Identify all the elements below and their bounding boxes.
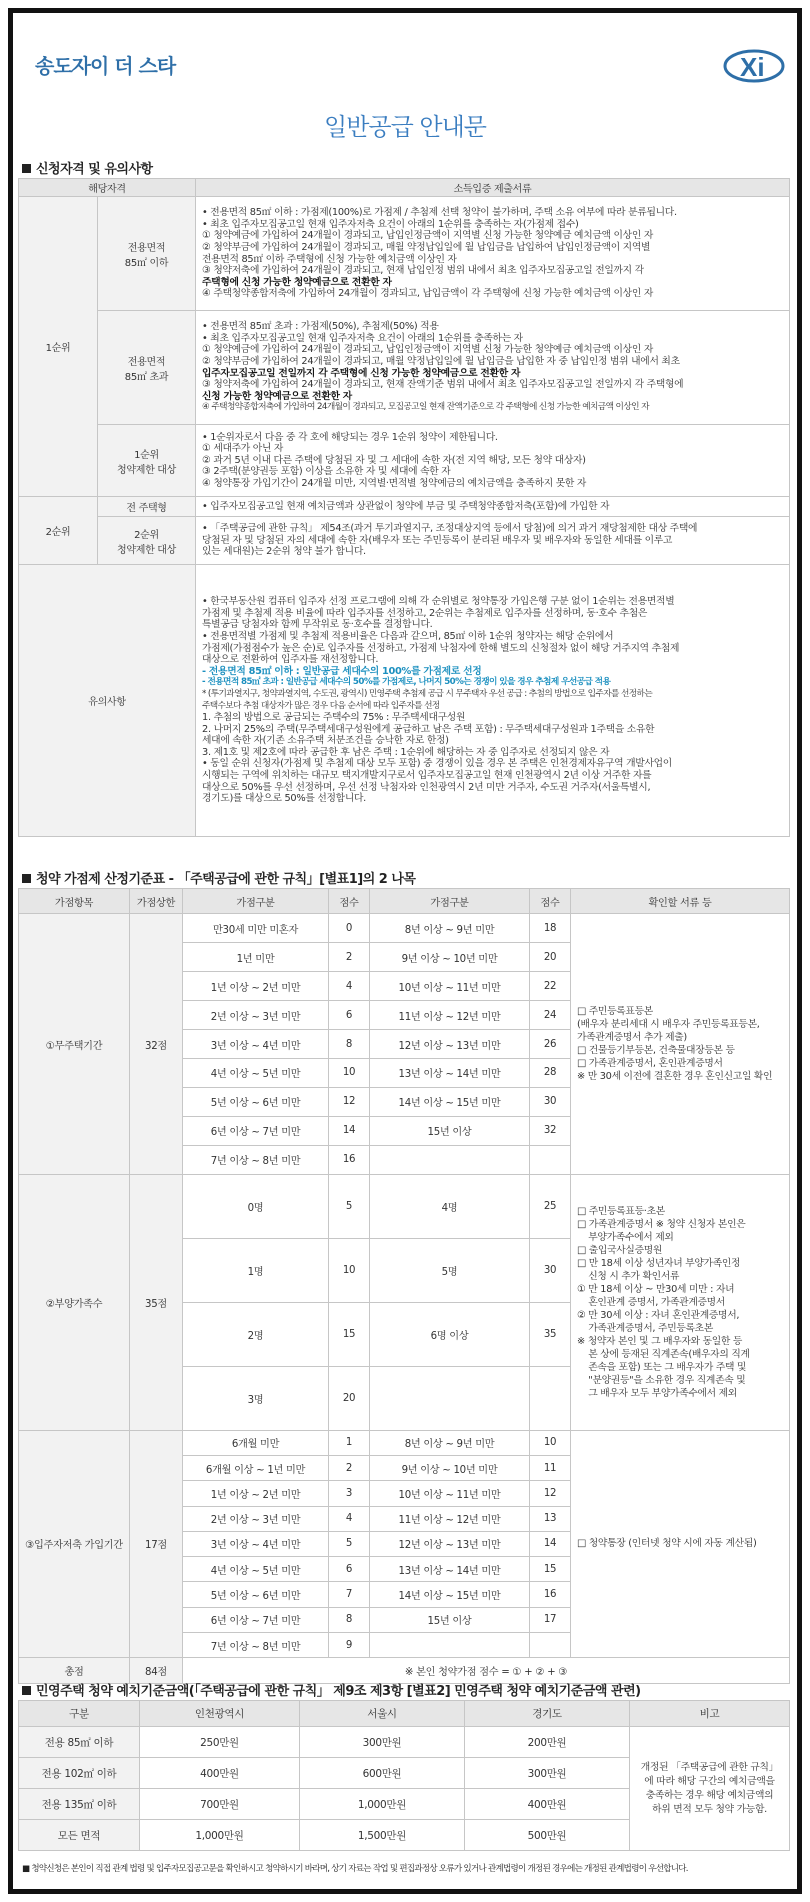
- score-item-label: ③입주자저축 가입기간: [19, 1430, 130, 1658]
- score-category-2: [370, 1366, 530, 1430]
- score-points-2: [530, 1366, 571, 1430]
- deposit-seoul: 600만원: [300, 1758, 465, 1789]
- score-header-category: 가점구분: [183, 889, 329, 914]
- total-formula: ※ 본인 청약가점 점수 = ① + ② + ③: [183, 1658, 790, 1684]
- score-points-2: 26: [530, 1030, 571, 1059]
- score-category-2: 12년 이상 ~ 13년 미만: [370, 1531, 530, 1556]
- rank1-restrict-desc: • 1순위자로서 다음 중 각 호에 해당되는 경우 1순위 청약이 제한됩니다. ① 세대주가 아닌 자 ② 과거 5년 이내 다른 주택에 당첨된 자 및 그 세대에 속한 자(전 지역 해당, 모든 청약 대상자) ③ 2주택(분양권등 포함) 이상을 소유한 자 및 세대에 속한 자 ④ 청약통장 가입기간이 24개월 미만, 지역별·면적별 청약예금의 예치금액을 충족하지 못한 자: [196, 425, 790, 497]
- score-category-2: 10년 이상 ~ 11년 미만: [370, 972, 530, 1001]
- col-header-qualification: 해당자격: [19, 179, 196, 197]
- rank1-restrict-label: 1순위 청약제한 대상: [98, 425, 196, 497]
- score-category: 4년 이상 ~ 5년 미만: [183, 1557, 329, 1582]
- score-category: 1년 이상 ~ 2년 미만: [183, 1481, 329, 1506]
- score-category-2: 4명: [370, 1174, 530, 1238]
- score-points-2: 16: [530, 1582, 571, 1607]
- score-points: 8: [329, 1607, 370, 1632]
- xi-logo: [718, 43, 786, 85]
- score-points-2: 25: [530, 1174, 571, 1238]
- score-category-2: 11년 이상 ~ 12년 미만: [370, 1001, 530, 1030]
- score-points-2: 24: [530, 1001, 571, 1030]
- score-category-2: 10년 이상 ~ 11년 미만: [370, 1481, 530, 1506]
- score-points: 3: [329, 1481, 370, 1506]
- score-points-2: 18: [530, 914, 571, 943]
- score-header-points-2: 점수: [530, 889, 571, 914]
- score-category: 2년 이상 ~ 3년 미만: [183, 1001, 329, 1030]
- score-category-2: 9년 이상 ~ 10년 미만: [370, 1455, 530, 1480]
- score-points: 15: [329, 1302, 370, 1366]
- score-header-docs: 확인할 서류 등: [571, 889, 790, 914]
- document-title: 일반공급 안내문: [324, 113, 486, 141]
- score-points-2: [530, 1633, 571, 1658]
- over85-desc: • 전용면적 85㎡ 초과 : 가점제(50%), 추첨제(50%) 적용 • 최초 입주자모집공고일 현재 입주자저축 요건이 아래의 1순위를 충족하는 자 ① 청약예금에 가입하여 24개월이 경과되고, 납입인정금액이 지역별 신청 가능한 청약예금 예치금액 이상인 자 ② 청약부금에 가입하여 24개월이 경과되고, 매월 약정납입일에 월 납입금을 납입한 자 중 납입인정 범위 내에서 최초 입주자모집공고일 전일까지 각 주택형에 신청 가능한 청약예금으로 전환한 자 ③ 청약저축에 가입하여 24개월이 경과되고, 현재 잔액기준 범위 내에서 최초 입주자모집공고일 전일까지 각 주택형에 신청 가능한 청약예금으로 전환한 자 ④ 주택청약종합저축에 가입하여 24개월이 경과되고, 모집공고일 현재 잔액기준으로 각 주택형에 신청 가능한 예치금액 이상인 자: [196, 311, 790, 425]
- deposit-incheon: 400만원: [140, 1758, 300, 1789]
- rank2-label: 2순위: [19, 497, 98, 565]
- score-points-2: 14: [530, 1531, 571, 1556]
- score-category: 6개월 이상 ~ 1년 미만: [183, 1455, 329, 1480]
- rank1-label: 1순위: [19, 197, 98, 497]
- score-category: 6개월 미만: [183, 1430, 329, 1455]
- deposit-gyeonggi: 500만원: [465, 1820, 630, 1851]
- deposit-row: [19, 1727, 790, 1758]
- score-category: 1명: [183, 1238, 329, 1302]
- score-category-2: 14년 이상 ~ 15년 미만: [370, 1087, 530, 1116]
- score-points: 4: [329, 1506, 370, 1531]
- score-category: 2년 이상 ~ 3년 미만: [183, 1506, 329, 1531]
- score-points: 14: [329, 1116, 370, 1145]
- score-category: 4년 이상 ~ 5년 미만: [183, 1059, 329, 1088]
- score-category-2: 15년 이상: [370, 1607, 530, 1632]
- score-category: 만30세 미만 미혼자: [183, 914, 329, 943]
- score-points-2: 30: [530, 1238, 571, 1302]
- score-points: 5: [329, 1174, 370, 1238]
- score-item-label: ②부양가족수: [19, 1174, 130, 1430]
- rank2-restrict-label: 2순위 청약제한 대상: [98, 517, 196, 565]
- score-points-2: 35: [530, 1302, 571, 1366]
- score-points-2: 17: [530, 1607, 571, 1632]
- brand-name: 송도자이 더 스타: [35, 54, 176, 78]
- score-item-max: 17점: [130, 1430, 183, 1658]
- score-category: 5년 이상 ~ 6년 미만: [183, 1087, 329, 1116]
- score-docs: □ 주민등록표등·초본 □ 가족관계증명서 ※ 청약 신청자 본인은 부양가족수에서 제외 □ 출입국사실증명원 □ 만 18세 이상 성년자녀 부양가족인정 신청 시 추가 확인서류 ① 만 18세 이상 ~ 만30세 미만 : 자녀 혼인관계 증명서, 가족관계증명서 ② 만 30세 이상 : 자녀 혼인관계증명서, 가족관계증명서, 주민등록초본 ※ 청약자 본인 및 그 배우자와 동일한 등 본 상에 등재된 직계존속(배우자의 직계 존속을 포함) 또는 그 배우자가 주택 및 "분양권등"을 소유한 경우 직계존속 및 그 배우자 모두 부양가족수에서 제외: [571, 1174, 790, 1430]
- score-points-2: 28: [530, 1059, 571, 1088]
- deposit-incheon: 700만원: [140, 1789, 300, 1820]
- score-points-2: 11: [530, 1455, 571, 1480]
- score-points-2: 20: [530, 943, 571, 972]
- score-header-category-2: 가점구분: [370, 889, 530, 914]
- score-category-2: 5명: [370, 1238, 530, 1302]
- score-category-2: 9년 이상 ~ 10년 미만: [370, 943, 530, 972]
- footnote: ■ 청약신청은 본인이 직접 관계 법령 및 입주자모집공고문을 확인하시고 청약하시기 바라며, 상기 자료는 작업 및 편집과정상 오류가 있거나 관계법령이 개정된 경우에는 개정된 관계법령이 우선합니다.: [22, 1864, 688, 1874]
- score-category: 7년 이상 ~ 8년 미만: [183, 1633, 329, 1658]
- score-points: 2: [329, 1455, 370, 1480]
- all-types-label: 전 주택형: [98, 497, 196, 517]
- deposit-incheon: 1,000만원: [140, 1820, 300, 1851]
- score-category-2: 6명 이상: [370, 1302, 530, 1366]
- score-category: 7년 이상 ~ 8년 미만: [183, 1145, 329, 1174]
- score-docs: □ 주민등록표등본 (배우자 분리세대 시 배우자 주민등록표등본, 가족관계증명서 추가 제출) □ 건물등기부등본, 건축물대장등본 등 □ 가족관계증명서, 혼인관계증명서 ※ 만 30세 이전에 결혼한 경우 혼인신고일 확인: [571, 914, 790, 1174]
- score-row: [19, 1430, 790, 1455]
- qualification-section-title: 신청자격 및 유의사항: [22, 158, 153, 177]
- score-category-2: 14년 이상 ~ 15년 미만: [370, 1582, 530, 1607]
- score-category: 3명: [183, 1366, 329, 1430]
- area-over85-label: 전용면적 85㎡ 초과: [98, 311, 196, 425]
- score-points-2: 32: [530, 1116, 571, 1145]
- deposit-header-remark: 비고: [630, 1701, 790, 1727]
- col-header-documents: 소득입증 제출서류: [196, 179, 790, 197]
- score-points-2: [530, 1145, 571, 1174]
- score-points: 12: [329, 1087, 370, 1116]
- score-points: 6: [329, 1557, 370, 1582]
- logo-text: Xi: [740, 52, 765, 82]
- score-item-label: ①무주택기간: [19, 914, 130, 1174]
- score-header-max: 가점상한: [130, 889, 183, 914]
- deposit-seoul: 1,000만원: [300, 1789, 465, 1820]
- rank2-all-desc: • 입주자모집공고일 현재 예치금액과 상관없이 청약에 부금 및 주택청약종합저축(포함)에 가입한 자: [196, 497, 790, 517]
- deposit-header-gyeonggi: 경기도: [465, 1701, 630, 1727]
- score-category: 6년 이상 ~ 7년 미만: [183, 1607, 329, 1632]
- deposit-incheon: 250만원: [140, 1727, 300, 1758]
- score-category: 1년 이상 ~ 2년 미만: [183, 972, 329, 1001]
- total-max: 84점: [130, 1658, 183, 1684]
- score-category: 0명: [183, 1174, 329, 1238]
- score-section-title: 청약 가점제 산정기준표 - 「주택공급에 관한 규칙」[별표1]의 2 나목: [22, 868, 415, 887]
- score-item-max: 32점: [130, 914, 183, 1174]
- deposit-table: [18, 1700, 790, 1851]
- score-category-2: [370, 1633, 530, 1658]
- score-category: 2명: [183, 1302, 329, 1366]
- score-category-2: 12년 이상 ~ 13년 미만: [370, 1030, 530, 1059]
- score-category: 3년 이상 ~ 4년 미만: [183, 1030, 329, 1059]
- score-category: 6년 이상 ~ 7년 미만: [183, 1116, 329, 1145]
- deposit-gyeonggi: 200만원: [465, 1727, 630, 1758]
- score-points: 9: [329, 1633, 370, 1658]
- deposit-gyeonggi: 400만원: [465, 1789, 630, 1820]
- score-row: [19, 1174, 790, 1238]
- area-under85-label: 전용면적 85㎡ 이하: [98, 197, 196, 311]
- under85-desc: • 전용면적 85㎡ 이하 : 가점제(100%)로 가점제 / 추첨제 선택 청약이 불가하며, 주택 소유 여부에 따라 분류됩니다. • 최초 입주자모집공고일 현재 입주자저축 요건이 아래의 1순위를 충족하는 자(가점제 접수) ① 청약예금에 가입하여 24개월이 경과되고, 납입인정금액이 지역별 신청 가능한 청약예금 예치금액 이상인 자 ② 청약부금에 가입하여 24개월이 경과되고, 매월 약정납입일에 월 납입금을 납입하여 납입인정금액이 지역별 전용면적 85㎡ 이하 주택형에 신청 가능한 예치금액 이상인 자 ③ 청약저축에 가입하여 24개월이 경과되고, 현재 납입인정 범위 내에서 최초 입주자모집공고일 전일까지 각 주택형에 신청 가능한 청약예금으로 전환한 자 ④ 주택청약종합저축에 가입하여 24개월이 경과되고, 납입금액이 각 주택형에 신청 가능한 예치금액 이상인 자: [196, 197, 790, 311]
- score-points: 0: [329, 914, 370, 943]
- notes-label: 유의사항: [19, 565, 196, 837]
- deposit-remark: 개정된 「주택공급에 관한 규칙」 에 따라 해당 구간의 예치금액을 충족하는 경우 해당 예치금액의 하위 면적 모두 청약 가능함.: [630, 1727, 790, 1851]
- score-category-2: 13년 이상 ~ 14년 미만: [370, 1557, 530, 1582]
- score-points: 8: [329, 1030, 370, 1059]
- score-points: 6: [329, 1001, 370, 1030]
- deposit-seoul: 300만원: [300, 1727, 465, 1758]
- deposit-header-seoul: 서울시: [300, 1701, 465, 1727]
- score-category-2: 8년 이상 ~ 9년 미만: [370, 1430, 530, 1455]
- score-points: 1: [329, 1430, 370, 1455]
- score-points: 16: [329, 1145, 370, 1174]
- deposit-section-title: 민영주택 청약 예치기준금액(「주택공급에 관한 규칙」 제9조 제3항 [별표2] 민영주택 청약 예치기준금액 관련): [22, 1680, 641, 1699]
- score-points-2: 30: [530, 1087, 571, 1116]
- score-points: 10: [329, 1238, 370, 1302]
- score-category: 1년 미만: [183, 943, 329, 972]
- score-category: 3년 이상 ~ 4년 미만: [183, 1531, 329, 1556]
- score-category-2: 8년 이상 ~ 9년 미만: [370, 914, 530, 943]
- score-points: 10: [329, 1059, 370, 1088]
- qualification-table: [18, 178, 790, 837]
- notes-desc: • 한국부동산원 컴퓨터 입주자 선정 프로그램에 의해 각 순위별로 청약통장 가입은행 구분 없이 1순위는 전용면적별 가점제 및 추첨제 적용 비율에 따라 입주자를 선정하고, 2순위는 추첨제로 입주자를 선정하며, 동·호수 추첨은 특별공급 당첨자와 함께 무작위로 동·호수를 결정합니다. • 전용면적별 가점제 및 추첨제 적용비율은 다음과 같으며, 85㎡ 이하 1순위 청약자는 해당 순위에서 가점제(가점점수가 높은 순)로 입주자를 선정하고, 가점제 낙첨자에 한해 별도의 신청절차 없이 해당 거주지역 추첨제 대상으로 전환하여 입주자를 재선정합니다. - 전용면적 85㎡ 이하 : 일반공급 세대수의 100%를 가점제로 선정 - 전용면적 85㎡ 초과 : 일반공급 세대수의 50%를 가점제로, 나머지 50%는 경쟁이 있을 경우 추첨제 우선공급 적용 * (투기과열지구, 청약과열지역, 수도권, 광역시) 민영주택 추첨제 공급 시 무주택자 우선 공급 : 추첨의 방법으로 입주자를 선정하는 주택수보다 추첨 대상자가 많은 경우 다음 순서에 따라 입주자를 선정 1. 추첨의 방법으로 공급되는 주택수의 75% : 무주택세대구성원 2. 나머지 25%의 주택(무주택세대구성원에게 공급하고 남은 주택 포함) : 무주택세대구성원과 1주택을 소유한 세대에 속한 자(기존 소유주택 처분조건을 승낙한 자로 한정) 3. 제1호 및 제2호에 따라 공급한 후 남은 주택 : 1순위에 해당하는 자 중 입주자로 선정되지 않은 자 • 동일 순위 신청자(가점제 및 추첨제 대상 모두 포함) 중 경쟁이 있을 경우 본 주택은 인천경제자유구역 개발사업이 시행되는 구역에 위치하는 대규모 택지개발지구로서 입주자모집공고일 현재 인천광역시 2년 이상 거주한 자를 대상으로 50%를 우선 선정하며, 우선 선정 낙첨자와 인천광역시 2년 미만 거주자, 수도권 거주자(서울특별시, 경기도)를 대상으로 50%를 선정합니다.: [196, 565, 790, 837]
- score-points: 4: [329, 972, 370, 1001]
- deposit-area: 모든 면적: [19, 1820, 140, 1851]
- deposit-header-incheon: 인천광역시: [140, 1701, 300, 1727]
- score-points-2: 22: [530, 972, 571, 1001]
- deposit-header-type: 구분: [19, 1701, 140, 1727]
- score-category-2: 15년 이상: [370, 1116, 530, 1145]
- score-points-2: 12: [530, 1481, 571, 1506]
- score-header-item: 가점항목: [19, 889, 130, 914]
- score-points-2: 10: [530, 1430, 571, 1455]
- score-table: [18, 888, 790, 1684]
- score-category-2: 13년 이상 ~ 14년 미만: [370, 1059, 530, 1088]
- deposit-area: 전용 85㎡ 이하: [19, 1727, 140, 1758]
- score-points: 20: [329, 1366, 370, 1430]
- score-points: 2: [329, 943, 370, 972]
- score-points-2: 15: [530, 1557, 571, 1582]
- score-row: [19, 914, 790, 943]
- score-points: 7: [329, 1582, 370, 1607]
- score-category: 5년 이상 ~ 6년 미만: [183, 1582, 329, 1607]
- score-category-2: 11년 이상 ~ 12년 미만: [370, 1506, 530, 1531]
- score-docs: □ 청약통장 (인터넷 청약 시에 자동 계산됨): [571, 1430, 790, 1658]
- score-points: 5: [329, 1531, 370, 1556]
- score-category-2: [370, 1145, 530, 1174]
- total-label: 총점: [19, 1658, 130, 1684]
- rank2-restrict-desc: • 「주택공급에 관한 규칙」 제54조(과거 투기과열지구, 조정대상지역 등에서 당첨)에 의거 과거 재당첨제한 대상 주택에 당첨된 자 및 당첨된 자의 세대에 속한 자(배우자 또는 주민등록이 분리된 배우자 및 배우자와 동일한 세대를 이루고 있는 세대원)는 2순위 청약 불가 합니다.: [196, 517, 790, 565]
- deposit-area: 전용 135㎡ 이하: [19, 1789, 140, 1820]
- deposit-seoul: 1,500만원: [300, 1820, 465, 1851]
- deposit-area: 전용 102㎡ 이하: [19, 1758, 140, 1789]
- deposit-gyeonggi: 300만원: [465, 1758, 630, 1789]
- score-points-2: 13: [530, 1506, 571, 1531]
- score-header-points: 점수: [329, 889, 370, 914]
- score-item-max: 35점: [130, 1174, 183, 1430]
